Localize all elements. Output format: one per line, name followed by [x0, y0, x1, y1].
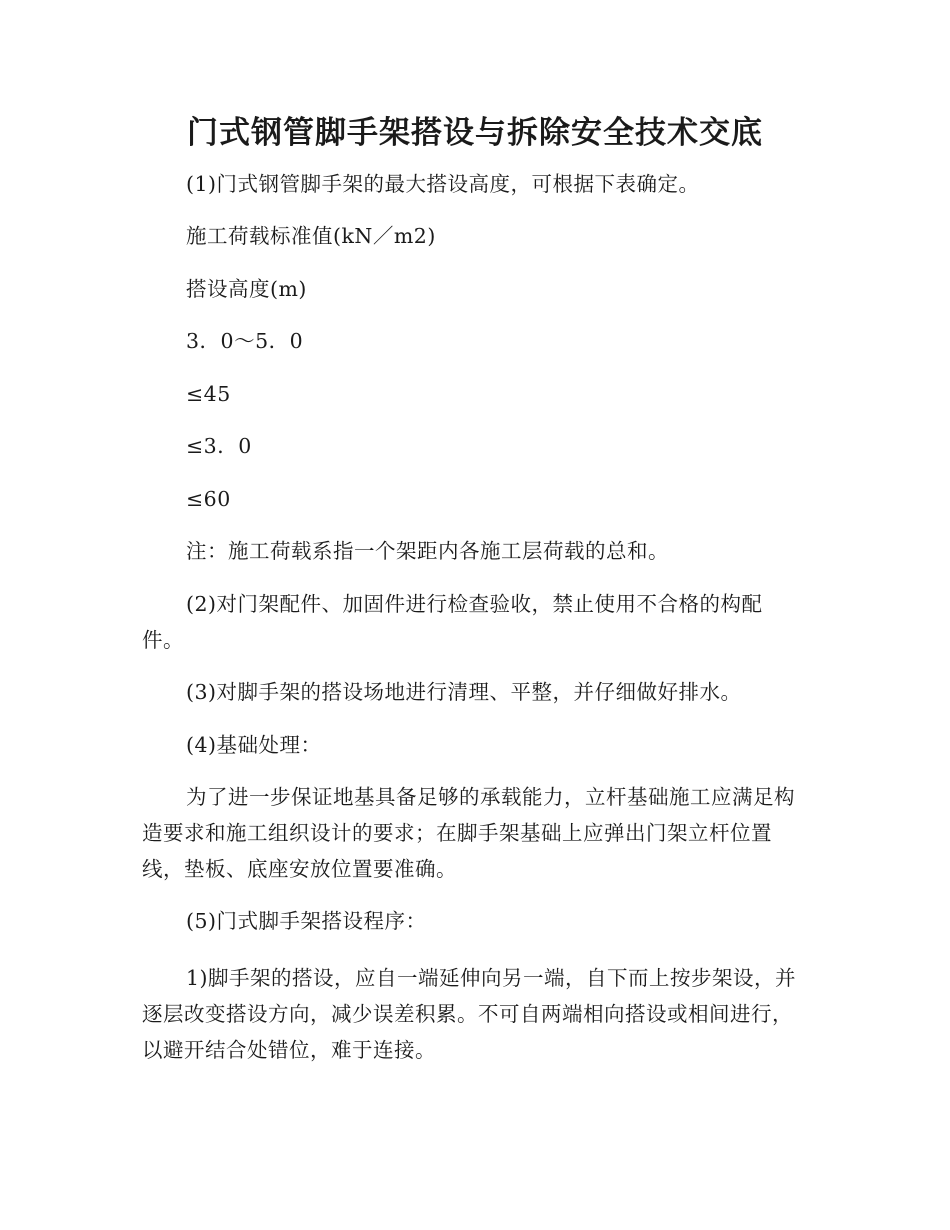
paragraph-foundation: 为了进一步保证地基具备足够的承载能力，立杆基础施工应满足构造要求和施工组织设计的要求；在脚手架基础上应弹出门架立杆位置线，垫板、底座安放位置要准确。: [142, 785, 795, 881]
paragraph-item-5: (5)门式脚手架搭设程序：: [186, 909, 427, 933]
table-header-load: 施工荷载标准值(kN／m2): [186, 224, 436, 248]
table-header-height: 搭设高度(m): [186, 277, 307, 301]
table-cell-height-45: ≤45: [186, 382, 231, 406]
table-cell-height-60: ≤60: [186, 487, 231, 511]
paragraph-item-4: (4)基础处理：: [186, 733, 322, 757]
paragraph-item-2: (2)对门架配件、加固件进行检查验收，禁止使用不合格的构配件。: [142, 592, 763, 652]
table-cell-load-range: 3．0～5．0: [186, 329, 304, 353]
table-cell-load-3: ≤3．0: [186, 434, 252, 458]
paragraph-item-3: (3)对脚手架的搭设场地进行清理、平整，并仔细做好排水。: [186, 680, 742, 704]
paragraph-max-height-intro: (1)门式钢管脚手架的最大搭设高度，可根据下表确定。: [186, 172, 700, 196]
paragraph-erection-order: 1)脚手架的搭设，应自一端延伸向另一端，自下而上按步架设，并逐层改变搭设方向，减少误差积累。不可自两端相向搭设或相间进行，以避开结合处错位，难于连接。: [142, 966, 797, 1062]
document-title: 门式钢管脚手架搭设与拆除安全技术交底: [187, 115, 763, 151]
paragraph-note: 注：施工荷载系指一个架距内各施工层荷载的总和。: [186, 539, 669, 563]
